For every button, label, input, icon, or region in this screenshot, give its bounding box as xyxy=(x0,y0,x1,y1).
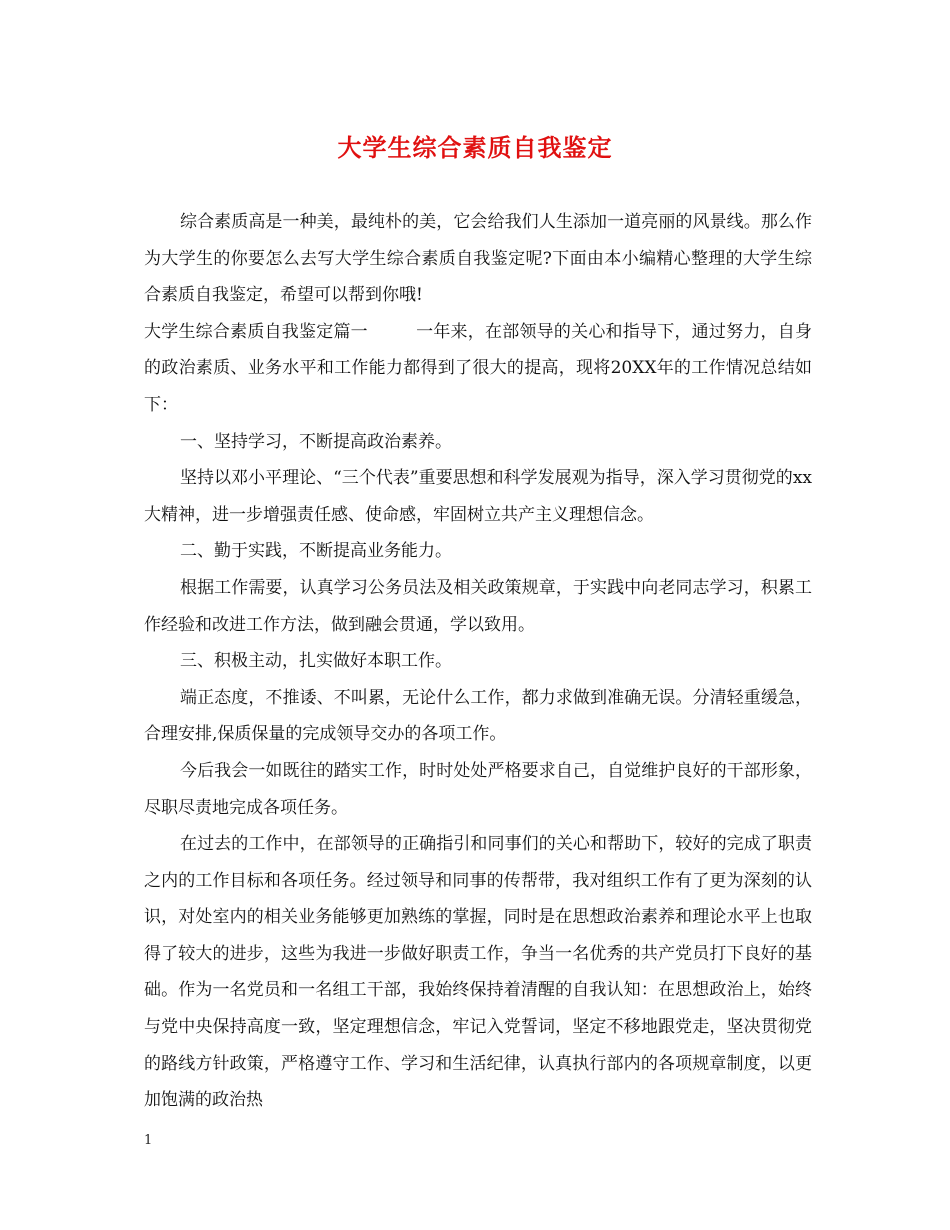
section-text: 一年来，在部领导的关心和指导下，通过努力，自身的政治素质、业务水平和工作能力都得到了很大的提高，现将20XX年的工作情况总结如下： xyxy=(144,321,813,415)
document-body xyxy=(144,204,812,1119)
item-3-title: 三、积极主动，扎实做好本职工作。 xyxy=(180,651,452,672)
past-paragraph: 在过去的工作中，在部领导的正确指引和同事们的关心和帮助下，较好的完成了职责之内的工作目标和各项任务。经过领导和同事的传帮带，我对组织工作有了更为深刻的认识，对处室内的相关业务能够更加熟练的掌握，同时是在思想政治素养和理论水平上也取得了较大的进步，这些为我进一步做好职责工作，争当一名优秀的共产党员打下良好的基础。作为一名党员和一名组工干部，我始终保持着清醒的自我认知：在思想政治上，始终与党中央保持高度一致，坚定理想信念，牢记入党誓词，坚定不移地跟党走，坚决贯彻党的路线方针政策，严格遵守工作、学习和生活纪律，认真执行部内的各项规章制度，以更加饱满的政治热 xyxy=(144,834,812,1111)
intro-paragraph: 综合素质高是一种美，最纯朴的美，它会给我们人生添加一道亮丽的风景线。那么作为大学生的你要怎么去写大学生综合素质自我鉴定呢?下面由本小编精心整理的大学生综合素质自我鉴定，希望可以帮到你哦! xyxy=(144,212,812,306)
item-2-text: 根据工作需要，认真学习公务员法及相关政策规章，于实践中向老同志学习，积累工作经验和改进工作方法，做到融会贯通，学以致用。 xyxy=(144,577,812,635)
item-1-title: 一、坚持学习，不断提高政治素养。 xyxy=(180,431,452,452)
section-heading: 大学生综合素质自我鉴定篇一 xyxy=(144,321,368,342)
item-2-title: 二、勤于实践，不断提高业务能力。 xyxy=(180,541,452,562)
future-paragraph: 今后我会一如既往的踏实工作，时时处处严格要求自己，自觉维护良好的干部形象，尽职尽责地完成各项任务。 xyxy=(144,760,812,818)
item-3-text: 端正态度，不推诿、不叫累，无论什么工作，都力求做到准确无误。分清轻重缓急，合理安排,保质保量的完成领导交办的各项工作。 xyxy=(144,687,812,745)
item-1-text: 坚持以邓小平理论、“三个代表”重要思想和科学发展观为指导，深入学习贯彻党的xx大精神，进一步增强责任感、使命感，牢固树立共产主义理想信念。 xyxy=(144,468,812,525)
page-number: 1 xyxy=(144,1133,153,1148)
document-title: 大学生综合素质自我鉴定 xyxy=(337,133,613,162)
section-paragraph xyxy=(144,314,812,424)
